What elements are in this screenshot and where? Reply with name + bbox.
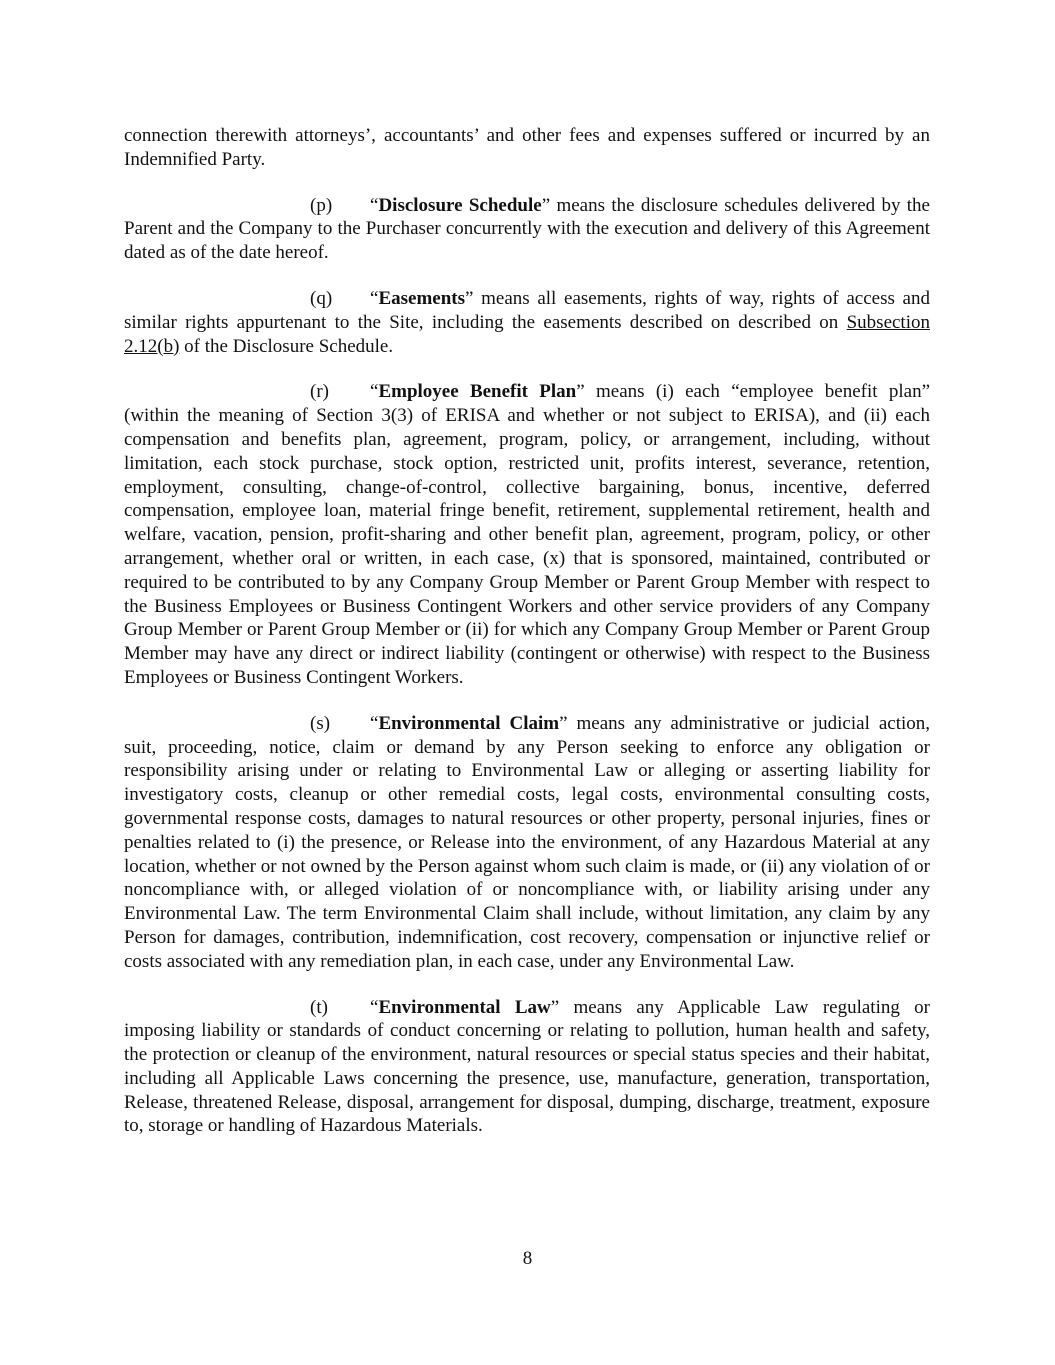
section-label: (q) xyxy=(310,287,333,309)
definition-text: means (i) each “employee benefit plan” (within the meaning of Section 3(3) of ERISA and whether or not subject to ERISA), and (ii) each compensation and benefits plan, agreement, program, policy, or arrangement, including, without limitation, each stock purchase, stock option, restricted unit, profits interest, severance, retention, employment, consulting, change-of-control, collective bargaining, bonus, incentive, deferred compensation, employee loan, material fringe benefit, retirement, supplemental retirement, health and welfare, vacation, pension, profit-sharing and other benefit plan, agreement, program, policy, or other arrangement, whether oral or written, in each case, (x) that is sponsored, maintained, contributed or required to be contributed to by any Company Group Member or Parent Group Member with respect to the Business Employees or Business Contingent Workers and other service providers of any Company Group Member or Parent Group Member or (ii) for which any Company Group Member or Parent Group Member may have any direct or indirect liability (contingent or otherwise) with respect to the Business Employees or Business Contingent Workers. xyxy=(124,381,931,688)
section-label: (t) xyxy=(310,996,328,1018)
defined-term: Environmental Law xyxy=(378,996,551,1018)
defined-term: Environmental Claim xyxy=(378,712,560,734)
definition-text: means any Applicable Law regulating or imposing liability or standards of conduct concerning or relating to pollution, human health and safety, the protection or cleanup of the environment, natural resources or special status species and their habitat, including all Applicable Laws concerning the presence, use, manufacture, generation, transportation, Release, threatened Release, disposal, arrangement for disposal, dumping, discharge, treatment, exposure to, storage or handling of Hazardous Materials. xyxy=(124,996,930,1137)
defined-term: Easements xyxy=(378,287,465,309)
defined-term: Employee Benefit Plan xyxy=(378,381,577,403)
definition-disclosure-schedule: (p) “Disclosure Schedule” means the disclosure schedules delivered by the Parent and the Company to the Purchaser concurrently with the execution and delivery of this Agreement dated as of the date hereof. xyxy=(124,194,930,264)
page-number: 8 xyxy=(522,1248,533,1269)
definition-text: means all easements, rights of way, rights of access and similar rights appurtenant to the Site, including the easements described on described on xyxy=(124,287,930,333)
definition-easements: (q) “Easements” means all easements, rights of way, rights of access and similar rights appurtenant to the Site, including the easements described on described on Subsection 2.12(b) of the Disclosure Schedule. xyxy=(124,287,930,357)
definition-text: means the disclosure schedules delivered by the Parent and the Company to the Purchaser concurrently with the execution and delivery of this Agreement dated as of the date hereof. xyxy=(124,194,930,264)
defined-term: Disclosure Schedule xyxy=(378,194,542,216)
definition-environmental-law: (t) “Environmental Law” means any Applicable Law regulating or imposing liability or standards of conduct concerning or relating to pollution, human health and safety, the protection or cleanup of the environment, natural resources or special status species and their habitat, including all Applicable Laws concerning the presence, use, manufacture, generation, transportation, Release, threatened Release, disposal, arrangement for disposal, dumping, discharge, treatment, exposure to, storage or handling of Hazardous Materials. xyxy=(124,996,930,1137)
cross-reference: Subsection 2.12(b) xyxy=(124,311,930,357)
section-label: (s) xyxy=(310,712,331,734)
section-label: (r) xyxy=(310,381,329,403)
continuation-paragraph xyxy=(124,124,930,172)
definition-text-end: of the Disclosure Schedule. xyxy=(179,335,394,357)
section-label: (p) xyxy=(310,194,333,216)
continuation-text: connection therewith attorneys’, accountants’ and other fees and expenses suffered or incurred by an Indemnified Party. xyxy=(124,125,930,170)
definition-environmental-claim: (s) “Environmental Claim” means any administrative or judicial action, suit, proceeding, notice, claim or demand by any Person seeking to enforce any obligation or responsibility arising under or relating to Environmental Law or alleging or asserting liability for investigatory costs, cleanup or other remedial costs, legal costs, environmental consulting costs, governmental response costs, damages to natural resources or other property, personal injuries, fines or penalties related to (i) the presence, or Release into the environment, of any Hazardous Material at any location, whether or not owned by the Person against whom such claim is made, or (ii) any violation of or noncompliance with, or alleged violation of or noncompliance with, or liability arising under any Environmental Law. The term Environmental Claim shall include, without limitation, any claim by any Person for damages, contribution, indemnification, cost recovery, compensation or injunctive relief or costs associated with any remediation plan, in each case, under any Environmental Law. xyxy=(124,712,930,972)
document-body xyxy=(124,124,930,1160)
definition-text: means any administrative or judicial action, suit, proceeding, notice, claim or demand by any Person seeking to enforce any obligation or responsibility arising under or relating to Environmental Law or alleging or asserting liability for investigatory costs, cleanup or other remedial costs, legal costs, environmental consulting costs, governmental response costs, damages to natural resources or other property, personal injuries, fines or penalties related to (i) the presence, or Release into the environment, of any Hazardous Material at any location, whether or not owned by the Person against whom such claim is made, or (ii) any violation of or noncompliance with, or alleged violation of or noncompliance with, or liability arising under any Environmental Law. The term Environmental Claim shall include, without limitation, any claim by any Person for damages, contribution, indemnification, cost recovery, compensation or injunctive relief or costs associated with any remediation plan, in each case, under any Environmental Law. xyxy=(124,712,930,972)
definition-employee-benefit-plan: (r) “Employee Benefit Plan” means (i) each “employee benefit plan” (within the meaning of Section 3(3) of ERISA and whether or not subject to ERISA), and (ii) each compensation and benefits plan, agreement, program, policy, or arrangement, including, without limitation, each stock purchase, stock option, restricted unit, profits interest, severance, retention, employment, consulting, change-of-control, collective bargaining, bonus, incentive, deferred compensation, employee loan, material fringe benefit, retirement, supplemental retirement, health and welfare, vacation, pension, profit-sharing and other benefit plan, agreement, program, policy, or other arrangement, whether oral or written, in each case, (x) that is sponsored, maintained, contributed or required to be contributed to by any Company Group Member or Parent Group Member with respect to the Business Employees or Business Contingent Workers and other service providers of any Company Group Member or Parent Group Member or (ii) for which any Company Group Member or Parent Group Member may have any direct or indirect liability (contingent or otherwise) with respect to the Business Employees or Business Contingent Workers. xyxy=(124,381,931,688)
